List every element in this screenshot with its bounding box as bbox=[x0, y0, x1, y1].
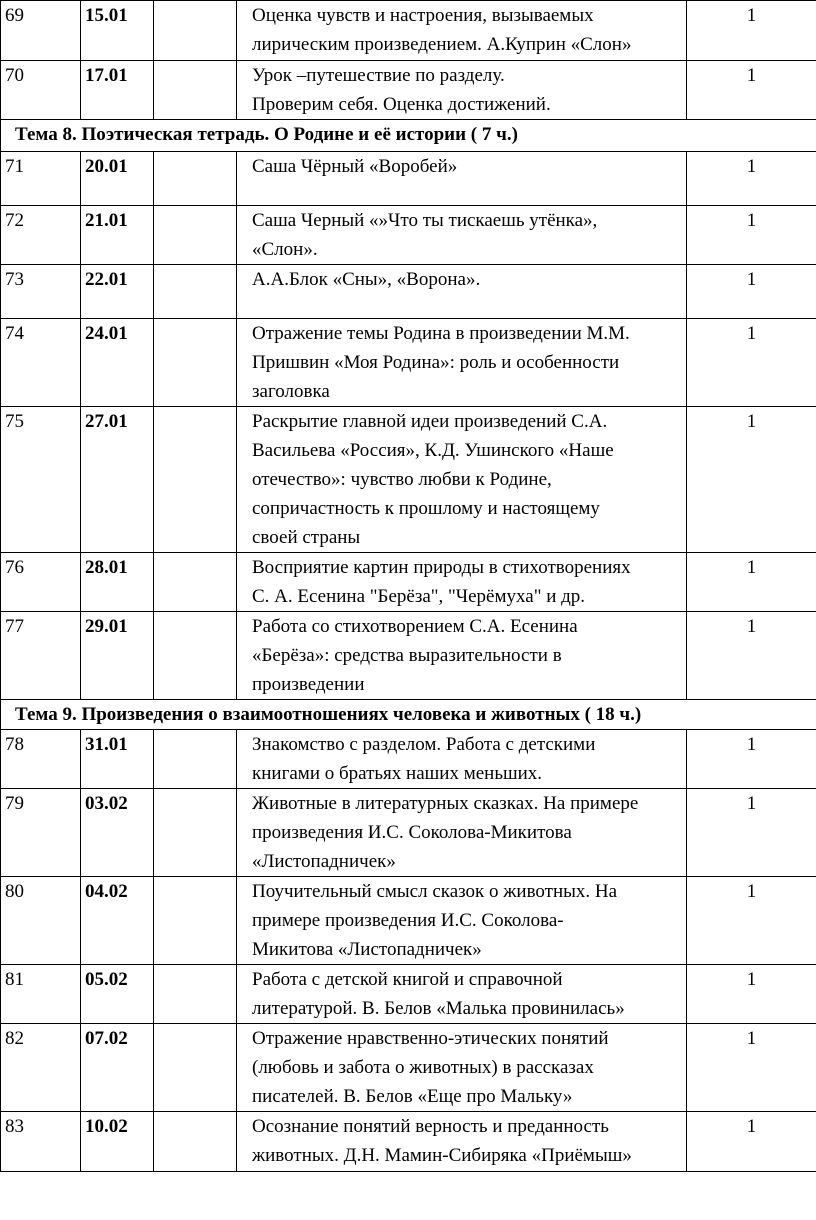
lesson-topic-line: (любовь и забота о животных) в рассказах bbox=[252, 1057, 594, 1078]
lesson-topic bbox=[237, 612, 687, 700]
lesson-topic-line: примере произведения И.С. Соколова- bbox=[252, 910, 564, 931]
lesson-row bbox=[1, 553, 816, 612]
lesson-number: 75 bbox=[1, 407, 81, 553]
lesson-topic bbox=[237, 965, 687, 1024]
lesson-topic-line: Отражение темы Родина в произведении М.М. bbox=[252, 323, 630, 344]
lesson-date: 17.01 bbox=[81, 61, 154, 120]
lesson-row bbox=[1, 407, 816, 553]
lesson-hours: 1 bbox=[687, 206, 816, 265]
lesson-number: 70 bbox=[1, 61, 81, 120]
blank-cell bbox=[154, 789, 237, 877]
section-title: Тема 8. Поэтическая тетрадь. О Родине и её истории ( 7 ч.) bbox=[1, 120, 816, 152]
lesson-topic-line: Урок –путешествие по разделу. bbox=[252, 65, 505, 86]
lesson-topic-line: Поучительный смысл сказок о животных. На bbox=[252, 881, 618, 902]
lesson-topic-line: Осознание понятий верность и преданность bbox=[252, 1116, 609, 1137]
lesson-row bbox=[1, 789, 816, 877]
lesson-topic-line: лирическим произведением. А.Куприн «Слон» bbox=[252, 34, 632, 55]
blank-cell bbox=[154, 1024, 237, 1112]
lesson-hours: 1 bbox=[687, 265, 816, 319]
lesson-hours: 1 bbox=[687, 1112, 816, 1172]
lesson-hours: 1 bbox=[687, 319, 816, 407]
blank-cell bbox=[154, 407, 237, 553]
lesson-topic-line: Пришвин «Моя Родина»: роль и особенности bbox=[252, 352, 620, 373]
lesson-topic-line: Работа с детской книгой и справочной bbox=[252, 969, 563, 990]
blank-cell bbox=[154, 730, 237, 789]
lesson-hours: 1 bbox=[687, 789, 816, 877]
lesson-topic-line: писателей. В. Белов «Еще про Мальку» bbox=[252, 1086, 573, 1107]
lesson-topic-line: литературой. В. Белов «Малька провинилась» bbox=[252, 998, 625, 1019]
lesson-date: 20.01 bbox=[81, 152, 154, 206]
lesson-topic-line: С. А. Есенина "Берёза", "Черёмуха" и др. bbox=[252, 586, 586, 607]
lesson-topic-line: произведения И.С. Соколова-Микитова bbox=[252, 822, 572, 843]
lesson-row bbox=[1, 612, 816, 700]
lesson-number: 69 bbox=[1, 1, 81, 61]
lesson-topic bbox=[237, 877, 687, 965]
lesson-number: 82 bbox=[1, 1024, 81, 1112]
lesson-hours: 1 bbox=[687, 1024, 816, 1112]
lesson-hours: 1 bbox=[687, 553, 816, 612]
lesson-topic-line: «Слон». bbox=[252, 239, 318, 260]
lesson-hours: 1 bbox=[687, 965, 816, 1024]
lesson-topic bbox=[237, 206, 687, 265]
lesson-date: 10.02 bbox=[81, 1112, 154, 1172]
lesson-hours: 1 bbox=[687, 730, 816, 789]
lesson-topic bbox=[237, 407, 687, 553]
lesson-date: 27.01 bbox=[81, 407, 154, 553]
lesson-number: 71 bbox=[1, 152, 81, 206]
lesson-number: 76 bbox=[1, 553, 81, 612]
lesson-date: 05.02 bbox=[81, 965, 154, 1024]
lesson-topic-line: Восприятие картин природы в стихотворениях bbox=[252, 557, 631, 578]
lesson-topic-line: Васильева «Россия», К.Д. Ушинского «Наше bbox=[252, 440, 614, 461]
blank-cell bbox=[154, 61, 237, 120]
lesson-date: 03.02 bbox=[81, 789, 154, 877]
blank-cell bbox=[154, 206, 237, 265]
lesson-hours: 1 bbox=[687, 612, 816, 700]
lesson-topic-line: Раскрытие главной идеи произведений С.А. bbox=[252, 411, 608, 432]
lesson-number: 77 bbox=[1, 612, 81, 700]
blank-cell bbox=[154, 1112, 237, 1172]
blank-cell bbox=[154, 965, 237, 1024]
lesson-hours: 1 bbox=[687, 152, 816, 206]
lesson-date: 24.01 bbox=[81, 319, 154, 407]
lesson-topic bbox=[237, 1, 687, 61]
lesson-topic bbox=[237, 553, 687, 612]
lesson-topic-line: Оценка чувств и настроения, вызываемых bbox=[252, 5, 594, 26]
lesson-date: 29.01 bbox=[81, 612, 154, 700]
lesson-topic-line: животных. Д.Н. Мамин-Сибиряка «Приёмыш» bbox=[252, 1145, 632, 1166]
lesson-topic-line: «Листопадничек» bbox=[252, 851, 396, 872]
lesson-row bbox=[1, 1112, 816, 1172]
lesson-hours: 1 bbox=[687, 61, 816, 120]
lesson-plan-body bbox=[1, 1, 816, 1172]
lesson-row bbox=[1, 319, 816, 407]
lesson-topic-line: Животные в литературных сказках. На примере bbox=[252, 793, 639, 814]
section-header-row bbox=[1, 120, 816, 152]
lesson-number: 79 bbox=[1, 789, 81, 877]
lesson-topic bbox=[237, 730, 687, 789]
lesson-topic-line: Работа со стихотворением С.А. Есенина bbox=[252, 616, 578, 637]
lesson-number: 72 bbox=[1, 206, 81, 265]
lesson-topic-line: отечество»: чувство любви к Родине, bbox=[252, 469, 552, 490]
lesson-topic-line: «Берёза»: средства выразительности в bbox=[252, 645, 562, 666]
lesson-row bbox=[1, 61, 816, 120]
section-title: Тема 9. Произведения о взаимоотношениях человека и животных ( 18 ч.) bbox=[1, 700, 816, 730]
lesson-topic-line: Микитова «Листопадничек» bbox=[252, 939, 482, 960]
blank-cell bbox=[154, 877, 237, 965]
blank-cell bbox=[154, 265, 237, 319]
lesson-row bbox=[1, 730, 816, 789]
lesson-topic-line: своей страны bbox=[252, 527, 361, 548]
lesson-date: 04.02 bbox=[81, 877, 154, 965]
lesson-date: 22.01 bbox=[81, 265, 154, 319]
lesson-number: 83 bbox=[1, 1112, 81, 1172]
lesson-date: 28.01 bbox=[81, 553, 154, 612]
lesson-number: 80 bbox=[1, 877, 81, 965]
lesson-date: 31.01 bbox=[81, 730, 154, 789]
lesson-row bbox=[1, 877, 816, 965]
lesson-topic bbox=[237, 319, 687, 407]
lesson-topic-line: сопричастность к прошлому и настоящему bbox=[252, 498, 600, 519]
lesson-date: 07.02 bbox=[81, 1024, 154, 1112]
blank-cell bbox=[154, 612, 237, 700]
lesson-topic-line: заголовка bbox=[252, 381, 330, 402]
section-header-row bbox=[1, 700, 816, 730]
lesson-topic bbox=[237, 152, 687, 206]
lesson-row bbox=[1, 1, 816, 61]
lesson-topic bbox=[237, 789, 687, 877]
lesson-hours: 1 bbox=[687, 877, 816, 965]
lesson-row bbox=[1, 265, 816, 319]
lesson-number: 74 bbox=[1, 319, 81, 407]
lesson-hours: 1 bbox=[687, 1, 816, 61]
blank-cell bbox=[154, 152, 237, 206]
lesson-topic-line: Отражение нравственно-этических понятий bbox=[252, 1028, 609, 1049]
lesson-hours: 1 bbox=[687, 407, 816, 553]
blank-cell bbox=[154, 1, 237, 61]
lesson-topic-line: книгами о братьях наших меньших. bbox=[252, 763, 543, 784]
lesson-topic-line: Саша Черный «»Что ты тискаешь утёнка», bbox=[252, 210, 598, 231]
lesson-topic-line: Знакомство с разделом. Работа с детскими bbox=[252, 734, 596, 755]
lesson-topic bbox=[237, 61, 687, 120]
lesson-date: 21.01 bbox=[81, 206, 154, 265]
lesson-row bbox=[1, 152, 816, 206]
blank-cell bbox=[154, 319, 237, 407]
lesson-topic bbox=[237, 1112, 687, 1172]
lesson-row bbox=[1, 206, 816, 265]
lesson-topic-line: Проверим себя. Оценка достижений. bbox=[252, 94, 551, 115]
blank-cell bbox=[154, 553, 237, 612]
lesson-topic-line: произведении bbox=[252, 674, 365, 695]
lesson-topic bbox=[237, 1024, 687, 1112]
lesson-date: 15.01 bbox=[81, 1, 154, 61]
lesson-row bbox=[1, 965, 816, 1024]
lesson-topic-line: А.А.Блок «Сны», «Ворона». bbox=[252, 269, 481, 290]
lesson-topic-line: Саша Чёрный «Воробей» bbox=[252, 156, 458, 177]
lesson-number: 78 bbox=[1, 730, 81, 789]
lesson-topic bbox=[237, 265, 687, 319]
lesson-number: 73 bbox=[1, 265, 81, 319]
lesson-row bbox=[1, 1024, 816, 1112]
lesson-number: 81 bbox=[1, 965, 81, 1024]
